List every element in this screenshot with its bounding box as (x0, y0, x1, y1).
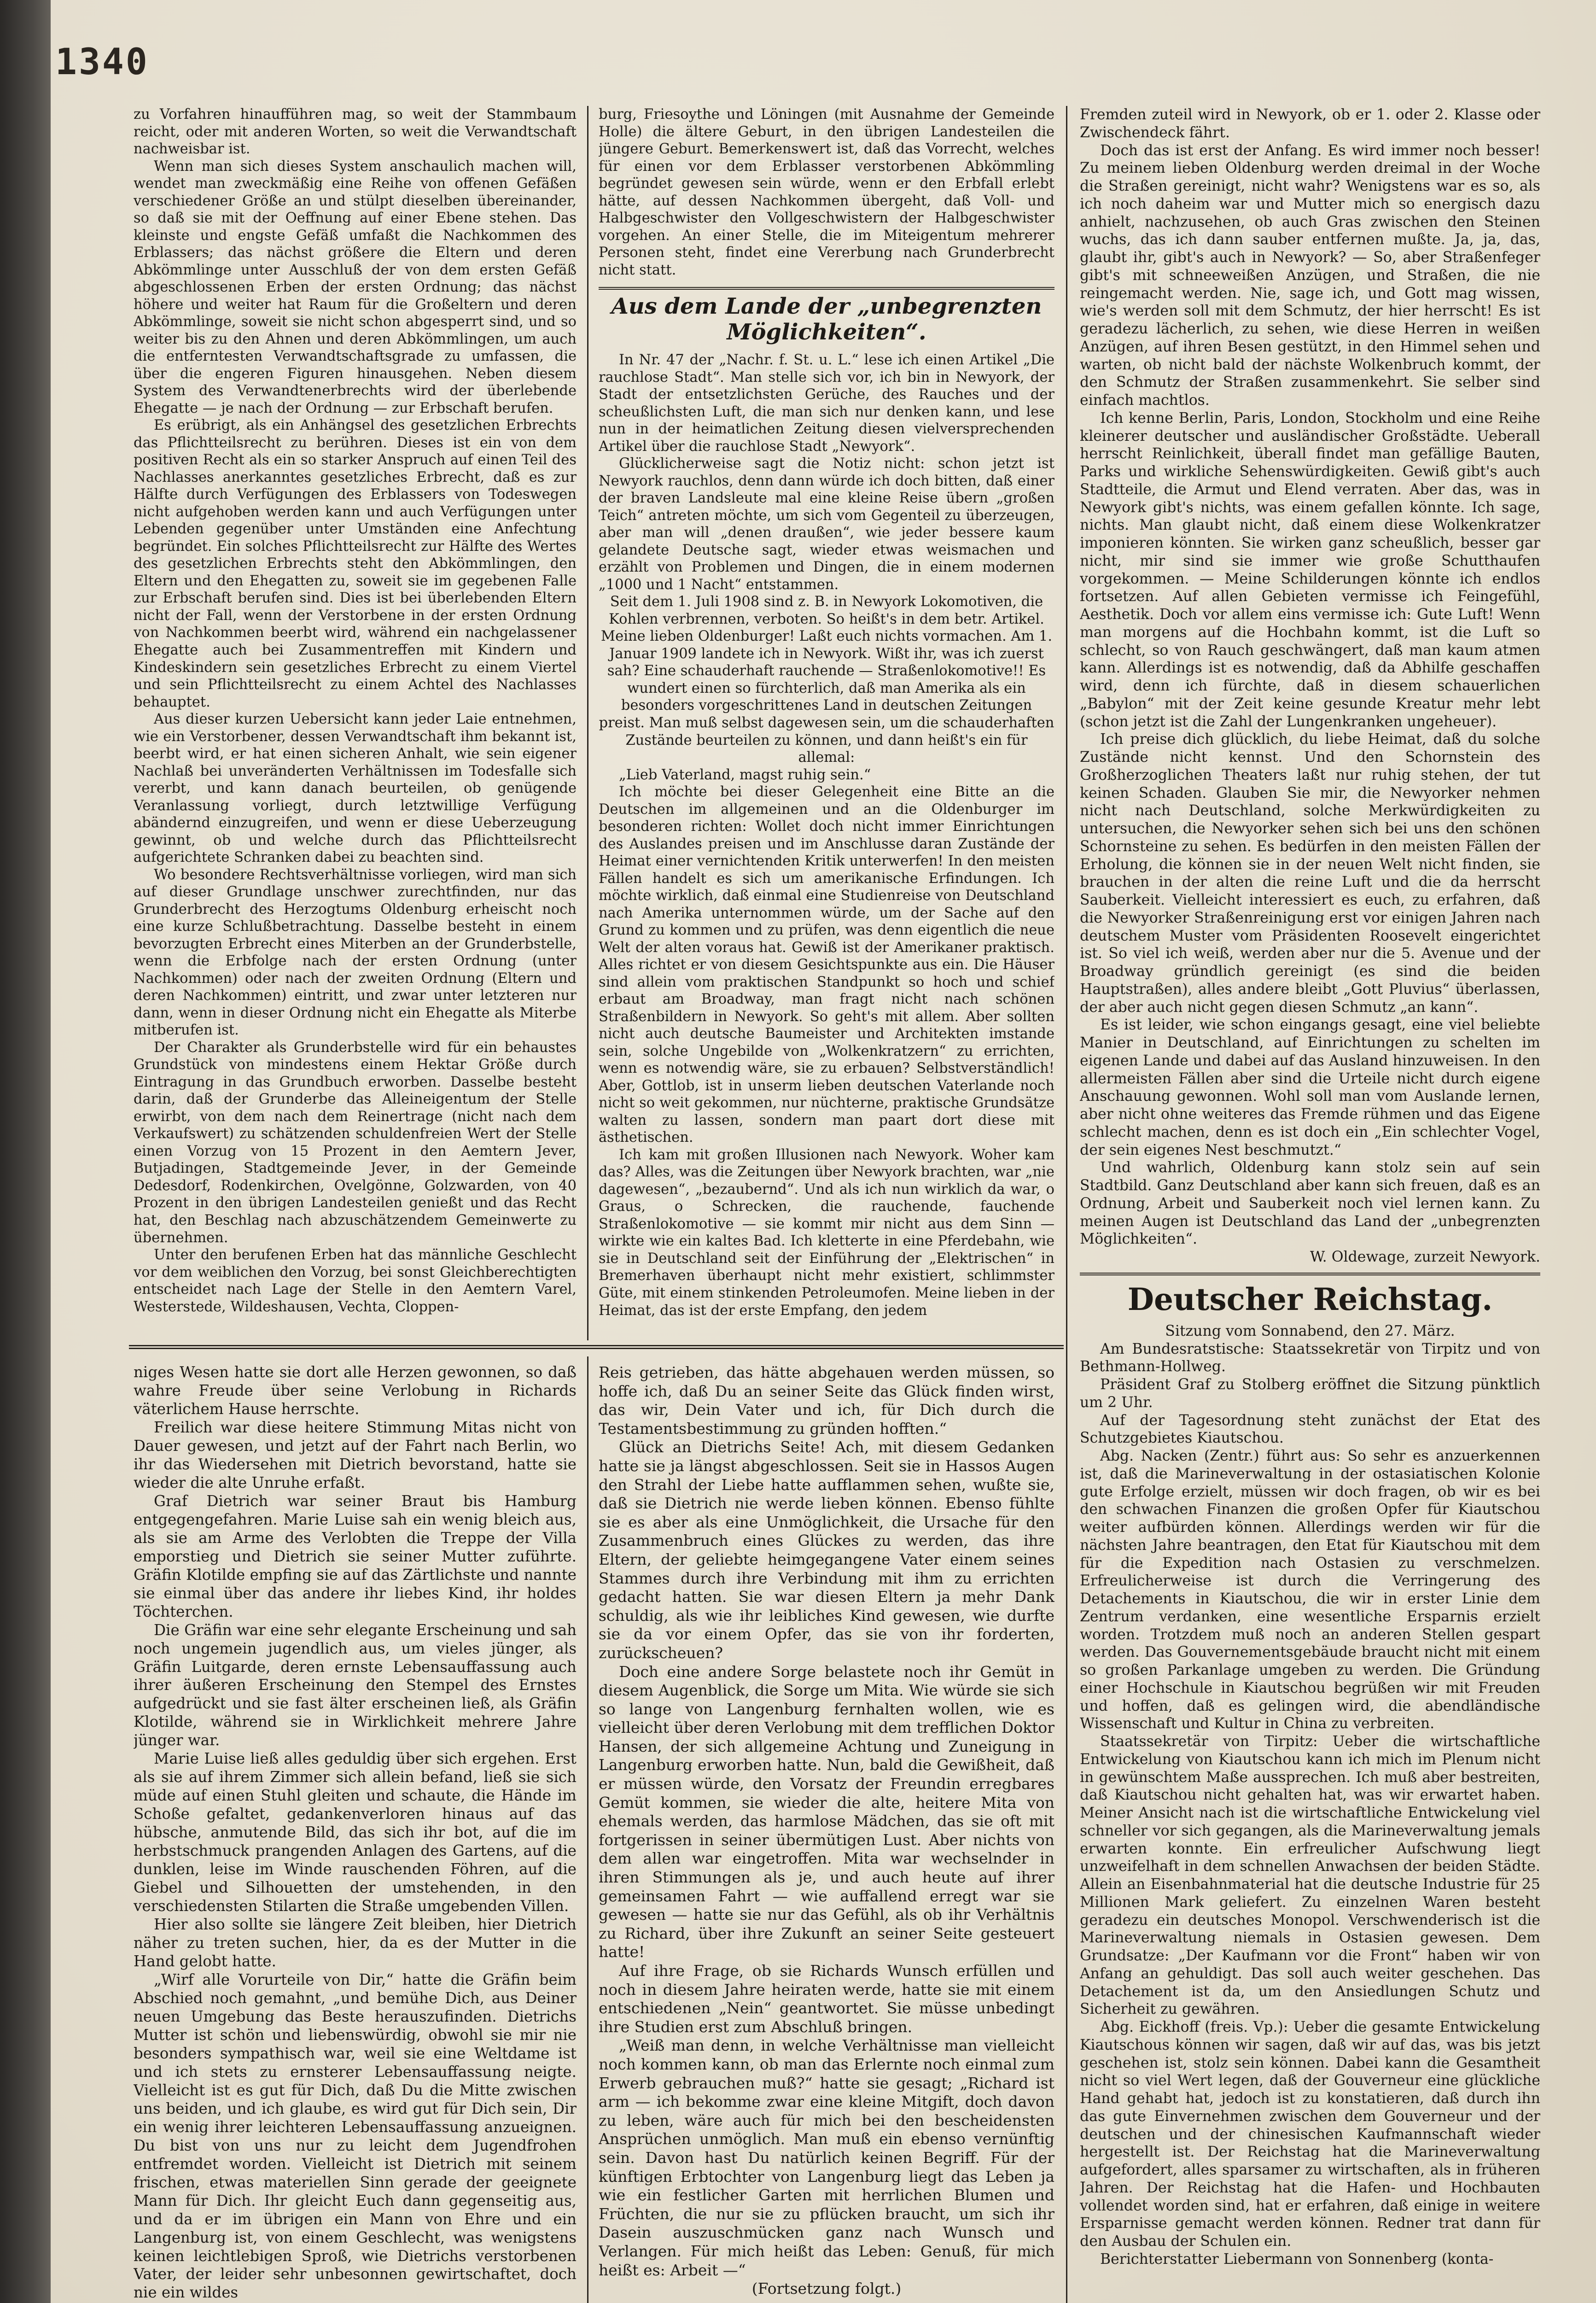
article-headline: Aus dem Lande der „unbegrenzten Möglichkeiten“. (611, 293, 1042, 345)
paragraph: Abg. Eickhoff (freis. Vp.): Ueber die gesamte Entwickelung Kiautschous können wir sagen, daß wir auf das, was bis jetzt geschehen ist, stolz sein können. Dabei kann die Gesamtheit nicht so viel Wert legen, daß der Gouverneur eine glückliche Hand gehabt hat, jedoch ist zu konstatieren, daß durch ihn das gute Einvernehmen zwischen dem Gouverneur und der deutschen und der chinesischen Kaufmannschaft wieder hergestellt ist. Der Reichstag hat die Marineverwaltung aufgefordert, alles sparsamer zu wirtschaften, als in früheren Jahren. Der Reichstag hat die Hafen- und Hochbauten vollendet worden sind, hat er erfahren, daß einige in weitere Ersparnisse gemacht werden können. Redner trat dann für den Ausbau der Schulen ein. (1080, 2019, 1540, 2250)
column-rule (587, 106, 588, 1340)
scan-border (0, 0, 55, 2303)
paragraph: burg, Friesoythe und Löningen (mit Ausnahme der Gemeinde Holle) die ältere Geburt, in den übrigen Landesteilen die jüngere Geburt. Bemerkenswert ist, daß das Vorrecht, welches für einen vor dem Erblasser verstorbenen Abkömmling begründet gewesen sein würde, wenn er den Erbfall erlebt hätte, auf dessen Nachkommen übergeht, daß Voll- und Halbgeschwister den Vollgeschwistern der Halbgeschwister vorgehen. An einer Stelle, die im Miteigentum mehrerer Personen steht, findet eine Vererbung nach Grunderbrecht nicht statt. (599, 106, 1054, 278)
paragraph: Am Bundesratstische: Staatssekretär von Tirpitz und von Bethmann-Hollweg. (1080, 1340, 1540, 1375)
paragraph: Doch eine andere Sorge belastete noch ihr Gemüt in diesem Augenblick, die Sorge um Mita. Wie würde sie sich so lange von Langenburg fernhalten wollen, wie es vielleicht über deren Verlobung mit dem trefflichen Doktor Hansen, der sich allgemeine Achtung und Zuneigung in Langenburg erworben hatte. Nun, bald die Gewißheit, daß er müssen würde, den Vorsatz der Freundin erregbares Gemüt kommen, sie wieder die alte, heitere Mita von ehemals werden, das harmlose Mädchen, das sie oft mit fortgerissen in seiner übermütigen Lust. Aber nichts von dem allen war eingetroffen. Mita war wechselnder in ihren Stimmungen als je, und auch heute auf ihrer gemeinsamen Fahrt — wie auffallend erregt war sie gewesen — hatte sie nur das Gefühl, als ob ihr Verhältnis zu Richard, über ihre Zukunft an seiner Seite gesteuert hatte! (599, 1662, 1054, 1961)
column-unlimited-possibilities (599, 106, 1054, 1350)
column-inheritance-law (134, 106, 577, 1331)
session-date: Sitzung vom Sonnabend, den 27. März. (1165, 1322, 1455, 1339)
paragraph: Die Gräfin war eine sehr elegante Erscheinung und sah noch ungemein jugendlich aus, um vieles jünger, als Gräfin Luitgarde, deren ernste Lebensauffassung auch ihrer äußeren Erscheinung den Stempel des Ernstes aufgedrückt und sie fast älter erscheinen ließ, als Gräfin Klotilde, während sie in Wirklichkeit mehrere Jahre jünger war. (134, 1621, 577, 1749)
paragraph: Ich kam mit großen Illusionen nach Newyork. Woher kam das? Alles, was die Zeitungen über Newyork brachten, war „nie dagewesen“, „bezaubernd“. Und als ich nun wirklich da war, o Graus, o Schrecken, die rauchende, fauchende Straßenlokomotive — sie kommt mir nicht aus dem Sinn — wirkte wie ein kaltes Bad. Ich kletterte in eine Pferdebahn, wie sie in Deutschland seit der Einführung der „Elektrischen“ in Bremerhaven überhaupt nicht mehr existiert, schlimmster Güte, mit einem stinkenden Petroleumofen. Meine lieben in der Heimat, das ist der erste Empfang, den jedem (599, 1146, 1054, 1319)
paragraph: Berichterstatter Liebermann von Sonnenberg (konta- (1100, 2250, 1494, 2268)
column-rule (587, 1356, 588, 2303)
paragraph: Es ist leider, wie schon eingangs gesagt, eine viel beliebte Manier in Deutschland, auf Einrichtungen zu schelten im eigenen Lande und dabei auf das Ausland hinzuweisen. In den allermeisten Fällen aber sind die Urteile nicht durch eigene Anschauung gewonnen. Wohl soll man vom Auslande lernen, aber nicht ohne weiteres das Fremde rühmen und das Eigene schlecht machen, denn es ist doch ein „Ein schlechter Vogel, der sein eigenes Nest beschmutzt.“ (1080, 1017, 1540, 1158)
paragraph: Ich kenne Berlin, Paris, London, Stockholm und eine Reihe kleinerer deutscher und ausländischer Großstädte. Ueberall herrscht Reinlichkeit, überall findet man gefällige Bauten, Parks und wirkliche Sehenswürdigkeiten. Gewiß gibt's auch Stadtteile, die Armut und Elend verraten. Aber das, was in Newyork gibt's nichts, was einem gefallen könnte. Ich sage, nichts. Man glaubt nicht, daß einem diese Wolkenkratzer imponieren könnten. Sie wirken ganz scheußlich, besser gar nicht, mir sind sie immer wie große Schutthaufen vorgekommen. — Meine Schilderungen könnte ich endlos fortsetzen. Auf allen Gebieten vermisse ich Feingefühl, Aesthetik. Doch vor allem eins vermisse ich: Gute Luft! Wenn man morgens auf die Hochbahn kommt, ist die Luft so schlecht, so von Rauch geschwängert, daß man kaum atmen kann. Allerdings ist es notwendig, daß da Abhilfe geschaffen wird, denn ich fürchte, daß in diesem schauerlichen „Babylon“ mit der Zeit keine gesunde Kreatur mehr lebt (schon jetzt ist die Zahl der Lungenkranken ungeheuer). (1080, 409, 1540, 730)
article-signature: W. Oldewage, zurzeit Newyork. (1310, 1249, 1540, 1265)
paragraph: In Nr. 47 der „Nachr. f. St. u. L.“ lese ich einen Artikel „Die rauchlose Stadt“. Man stelle sich vor, ich bin in Newyork, der Stadt der entsetzlichsten Gerüche, des Rauches und der scheußlichsten Luft, die man sich nur denken kann, und lese nun in der heimatlichen Zeitung diesen vielversprechenden Artikel über die rauchlose Stadt „Newyork“. (599, 352, 1054, 455)
paragraph: Glücklicherweise sagt die Notiz nicht: schon jetzt ist Newyork rauchlos, denn dann würde ich doch bitten, daß einer der braven Landsleute mal eine kleine Reise übern „großen Teich“ antreten möchte, um sich vom Gegenteil zu überzeugen, aber man will „denen draußen“, wie jeder bessere kaum gelandete Deutsche sagt, wieder etwas weismachen und erzählt von Problemen und Dingen, die in einem modernen „1000 und 1 Nacht“ entstammen. (599, 456, 1054, 593)
paragraph: Wenn man sich dieses System anschaulich machen will, wendet man zweckmäßig eine Reihe von offenen Gefäßen verschiedener Größe an und stülpt dieselben übereinander, so daß sie mit der Oeffnung auf einer Ebene stehen. Das kleinste und engste Gefäß umfaßt die Nachkommen des Erblassers; das nächst größere die Eltern und deren Abkömmlinge unter Ausschluß der von dem ersten Gefäß abgeschlossenen Erben der ersten Ordnung; das nächst höhere und weiter hat Raum für die Großeltern und deren Abkömmlinge, soweit sie nicht schon abgesperrt sind, und so weiter bis zu den Ahnen und deren Abkömmlingen, um auch die entferntesten Verwandtschaftsgrade zu umfassen, die über die engeren Figuren hinausgehen. Neben diesem System des Verwandtenerbrechts wird der überlebende Ehegatte — je nach der Ordnung — zur Erbschaft berufen. (134, 158, 577, 416)
column-rule (1066, 106, 1067, 2303)
paragraph: „Weiß man denn, in welche Verhältnisse man vielleicht noch kommen kann, ob man das Erlernte noch einmal zum Erwerb gebrauchen muß?“ hatte sie gesagt; „Richard ist arm — ich bekomme zwar eine kleine Mitgift, doch davon zu leben, wäre auch für mich bei den bescheidensten Ansprüchen unmöglich. Man muß ein ebenso vernünftig sein. Davon hast Du natürlich keinen Begriff. Für der künftigen Erbtochter von Langenburg liegt das Leben ja wie ein festlicher Garten mit herrlichen Blumen und Früchten, die nur sie zu pflücken braucht, um sich ihr Dasein auszuschmücken ganz nach Wunsch und Verlangen. Für mich heißt das Leben: Genuß, für mich heißt es: Arbeit —“ (599, 2036, 1054, 2279)
paragraph: Doch das ist erst der Anfang. Es wird immer noch besser! Zu meinem lieben Oldenburg werden dreimal in der Woche die Straßen gereinigt, nicht wahr? Wenigstens war es so, als ich noch daheim war und Mutter mich so energisch dazu anhielt, nachzusehen, ob auch Gras zwischen den Steinen wuchs, das ich dann sauber entfernen mußte. Ja, ja, das, glaubt ihr, gibt's auch in Newyork? — So, aber Straßenfeger gibt's mit schneeweißen Anzügen, und Straßen, die nie reingemacht werden. Nie, sage ich, und Gott mag wissen, wie's werden soll mit dem Schmutz, der hier herrscht! Es ist geradezu lächerlich, zu sehen, wie diese Herren in weißen Anzügen, auf ihren Besen gestützt, in den Himmel sehen und warten, ob nicht bald der nächste Wolkenbruch kommt, der den Schmutz der Straßen zusammenkehrt. Sie selber sind einfach machtlos. (1080, 142, 1540, 409)
section-rule (129, 1345, 1064, 1349)
paragraph: Wo besondere Rechtsverhältnisse vorliegen, wird man sich auf dieser Grundlage unschwer zurechtfinden, nur das Grunderbrecht des Herzogtums Oldenburg erheischt noch eine kurze Schlußbetrachtung. Dasselbe besteht in einem bevorzugten Erbrecht eines Miterben an der Grunderbstelle, wenn die Erbfolge nach der ersten Ordnung (unter Nachkommen) oder nach der zweiten Ordnung (Eltern und deren Nachkommen) eintritt, und zwar unter letzteren nur dann, wenn in dieser Ordnung nicht ein Ehegatte als Miterbe mitberufen ist. (134, 866, 577, 1039)
paragraph: Ich möchte bei dieser Gelegenheit eine Bitte an die Deutschen im allgemeinen und an die Oldenburger im besonderen richten: Wollet doch nicht immer Einrichtungen des Auslandes preisen und im Anschlusse daran Zustände der Heimat einer vernichtenden Kritik unterwerfen! In den meisten Fällen handelt es sich um amerikanische Erfindungen. Ich möchte wirklich, daß einmal eine Studienreise von Deutschland nach Amerika unternommen würde, um der Sache auf den Grund zu kommen und zu prüfen, was denn eigentlich die neue Welt der alten voraus hat. Gewiß ist der Amerikaner praktisch. Alles richtet er von diesem Gesichtspunkte aus ein. Die Häuser sind allein vom praktischen Standpunkt so hoch und schief erbaut am Broadway, man fragt nicht nach schönen Straßenbildern in Newyork. So geht's mit allem. Aber sollten nicht auch deutsche Baumeister und Architekten imstande sein, solche Ungebilde von „Wolkenkratzern“ zu errichten, wenn es notwendig wäre, sie zu erbauen? Selbstverständlich! Aber, Gottlob, ist in unserm lieben deutschen Vaterlande noch nicht so weit gekommen, nur nüchterne, praktische Grundsätze walten zu lassen, sondern man paart dort diese mit ästhetischen. (599, 784, 1054, 1146)
continued-note: (Fortsetzung folgt.) (751, 2280, 902, 2298)
paragraph: Der Charakter als Grunderbstelle wird für ein behaustes Grundstück von mindestens einem Hektar Größe durch Eintragung in das Grundbuch erworben. Dasselbe besteht darin, daß der Grunderbe das Alleineigentum der Stelle erwirbt, von dem nach dem Reinertrage (nicht nach dem Verkaufswert) zu schätzenden schuldenfreien Wert der Stelle einen Vorzug von 15 Prozent in den Aemtern Jever, Butjadingen, Stadtgemeinde Jever, in der Gemeinde Dedesdorf, Rodenkirchen, Ovelgönne, Golzwarden, von 40 Prozent in den übrigen Landesteilen genießt und das Recht hat, den Beschlag nach abzuschätzendem Gemeinwerte zu übernehmen. (134, 1039, 577, 1246)
column-reichstag (1080, 106, 1540, 2303)
paragraph: „Wirf alle Vorurteile von Dir,“ hatte die Gräfin beim Abschied noch gemahnt, „und bemühe Dich, aus Deiner neuen Umgebung das Beste herauszufinden. Dietrichs Mutter ist schön und liebenswürdig, obwohl sie mir nie besonders sympathisch war, weil sie eine Weltdame ist und ich stets zu ernsterer Lebensauffassung neigte. Vielleicht ist es gut für Dich, daß Du die Mitte zwischen uns beiden, und ich glaube, es wird gut für Dich sein, Dir ein wenig ihrer leichteren Lebensauffassung anzueignen. Du bist von uns nur zu leicht dem Jugendfrohen entfremdet worden. Vielleicht ist Dietrich mit seinem frischen, etwas materiellen Sinn gerade der geeignete Mann für Dich. Ihr gleicht Euch dann gegenseitig aus, und da er im übrigen ein Mann von Ehre und ein Langenburg ist, von einem Geschlecht, was wenigstens keinen leichtlebigen Sproß, wie Dietrichs verstorbenen Vater, der leider sehr unbesonnen gewirtschaftet, doch nie ein wildes (134, 1970, 577, 2302)
paragraph: Graf Dietrich war seiner Braut bis Hamburg entgegengefahren. Marie Luise sah ein wenig bleich aus, als sie am Arme des Verlobten die Treppe der Villa emporstieg und Dietrich sie seiner Mutter zuführte. Gräfin Klotilde empfing sie auf das Zärtlichste und nannte sie einmal über das andere ihr liebes Kind, ihr holdes Töchterchen. (134, 1492, 577, 1620)
paragraph: niges Wesen hatte sie dort alle Herzen gewonnen, so daß wahre Freude über seine Verlobung in Richards väterlichem Hause herrschte. (134, 1363, 577, 1418)
paragraph: Marie Luise ließ alles geduldig über sich ergehen. Erst als sie auf ihrem Zimmer sich allein befand, ließ sie sich müde auf einen Stuhl gleiten und schaute, die Hände im Schoße gefaltet, gedankenverloren hinaus auf das hübsche, anmutende Bild, das sich ihr bot, auf die im herbstschmuck prangenden Anlagen des Gartens, auf die dunklen, leise im Winde rauschenden Föhren, auf die Giebel und Silhouetten der umstehenden, in den verschiedensten Stilarten die Straße umgebenden Villen. (134, 1750, 577, 1915)
paragraph: Und wahrlich, Oldenburg kann stolz sein auf sein Stadtbild. Ganz Deutschland aber kann sich freuen, daß es an Ordnung, Arbeit und Sauberkeit noch viel lernen kann. Zu meinen Augen ist Deutschland das Land der „unbegrenzten Möglichkeiten“. (1080, 1159, 1540, 1248)
paragraph: „Lieb Vaterland, magst ruhig sein.“ (619, 766, 871, 783)
reichstag-headline: Deutscher Reichstag. (1127, 1281, 1493, 1317)
paragraph: Freilich war diese heitere Stimmung Mitas nicht von Dauer gewesen, und jetzt auf der Fahrt nach Berlin, wo ihr das Wiedersehen mit Dietrich bevorstand, hatte sie wieder die alte Unruhe erfaßt. (134, 1418, 577, 1491)
article-rule (599, 287, 1054, 290)
serial-story-left (134, 1363, 577, 2303)
paragraph: Es erübrigt, als ein Anhängsel des gesetzlichen Erbrechts das Pflichtteilsrecht zu berühren. Dieses ist ein von dem positiven Recht als ein so starker Anspruch auf einen Teil des Nachlasses anerkanntes gesetzliches Erbrecht, daß es zur Hälfte durch Verfügungen des Erblassers von Todeswegen nicht aufgehoben werden kann und auch Verfügungen unter Lebenden gegenüber unter Umständen eine Anfechtung begründet. Ein solches Pflichtteilsrecht zur Hälfte des Wertes des gesetzlichen Erbrechts steht den Abkömmlingen, den Eltern und den Ehegatten zu, soweit sie im gegebenen Falle zur Erbschaft berufen sind. Dies ist bei überlebenden Eltern nicht der Fall, wenn der Verstorbene in der ersten Ordnung von Nachkommen beerbt wird, während ein nachgelassener Ehegatte auch bei Zusammentreffen mit Kindern und Kindeskindern sein gesetzliches Erbrecht zu einem Viertel und sein Pflichtteilsrecht zu einem Achtel des Nachlasses behauptet. (134, 417, 577, 710)
page-number: 1340 (55, 41, 149, 83)
paragraph: Reis getrieben, das hätte abgehauen werden müssen, so hoffe ich, daß Du an seiner Seite das Glück finden wirst, das wir, Dein Vater und ich, für Dich durch die Testamentsbestimmung zu gründen hofften.“ (599, 1363, 1054, 1438)
article-rule (1080, 1273, 1540, 1275)
paragraph: Auf ihre Frage, ob sie Richards Wunsch erfüllen und noch in diesem Jahre heiraten werde, hatte sie mit einem entschiedenen „Nein“ geantwortet. Sie müsse unbedingt ihre Studien erst zum Abschluß bringen. (599, 1962, 1054, 2036)
paragraph: Auf der Tagesordnung steht zunächst der Etat des Schutzgebietes Kiautschou. (1080, 1412, 1540, 1447)
paragraph: Präsident Graf zu Stolberg eröffnet die Sitzung pünktlich um 2 Uhr. (1080, 1376, 1540, 1411)
paragraph: Abg. Nacken (Zentr.) führt aus: So sehr es anzuerkennen ist, daß die Marineverwaltung in der ostasiatischen Kolonie gute Erfolge erzielt, müssen wir doch fragen, ob wir es bei den schwachen Finanzen die großen Opfer für Kiautschou weiter aufbürden können. Allerdings werden wir für die nächsten Jahre beantragen, den Etat für Kiautschou mit dem für die Expedition nach Ostasien zu verschmelzen. Erfreulicherweise ist durch die Verringerung des Detachements in Kiautschou, die wir in erster Linie dem Zentrum verdanken, eine wesentliche Ersparnis erzielt worden. Trotzdem muß noch an anderen Stellen gespart werden. Das Gouvernementsgebäude braucht nicht mit einem so großen Parkanlage umgeben zu werden. Die Gründung einer Hochschule in Kiautschou begrüßen wir mit Freuden und hoffen, daß es gelingen wird, die abendländische Wissenschaft und Kultur in China zu verbreiten. (1080, 1448, 1540, 1732)
paragraph: Hier also sollte sie längere Zeit bleiben, hier Dietrich näher zu treten suchen, hier, da es der Mutter in die Hand gelobt hatte. (134, 1916, 577, 1970)
paragraph: zu Vorfahren hinaufführen mag, so weit der Stammbaum reicht, oder mit anderen Worten, so weit die Verwandtschaft nachweisbar ist. (134, 106, 577, 158)
paragraph: Glück an Dietrichs Seite! Ach, mit diesem Gedanken hatte sie ja längst abgeschlossen. Seit sie in Hassos Augen den Strahl der Liebe hatte aufflammen sehen, wußte sie, daß sie Dietrich nie werde lieben können. Ebenso fühlte sie es aber als eine Unmöglichkeit, die Ursache für den Zusammenbruch eines Glückes zu werden, das ihre Eltern, der geliebte heimgegangene Vater einem seines Stammes durch ihre Verbindung mit ihm zu errichten gedacht hatten. Sie war diesen Eltern ja mehr Dank schuldig, als wie ihr leibliches Kind gewesen, wie durfte sie da vor einem Opfer, das sie von ihr forderten, zurückscheuen? (599, 1438, 1054, 1662)
paragraph: Aus dieser kurzen Uebersicht kann jeder Laie entnehmen, wie ein Verstorbener, dessen Verwandtschaft ihm bekannt ist, beerbt wird, er hat einen sicheren Anhalt, wie sein eigener Nachlaß bei unveränderten Verhältnissen im Todesfalle sich vererbt, und kann danach beurteilen, ob genügende Veranlassung vorliegt, durch letztwillige Verfügung abändernd einzugreifen, und wenn er diese Ueberzeugung gewinnt, ob und welche durch das Pflichtteilsrecht aufgerichtete Schranken dabei zu beachten sind. (134, 711, 577, 866)
serial-story-right (599, 1363, 1054, 2303)
paragraph: Seit dem 1. Juli 1908 sind z. B. in Newyork Lokomotiven, die Kohlen verbrennen, verboten. So heißt's in dem betr. Artikel. Meine lieben Oldenburger! Laßt euch nichts vormachen. Am 1. Januar 1909 landete ich in Newyork. Wißt ihr, was ich zuerst sah? Eine schauderhaft rauchende — Straßenlokomotive!! Es wundert einen so fürchterlich, daß man Amerika als ein besonders vorgeschrittenes Land in deutschen Zeitungen preist. Man muß selbst dagewesen sein, um die schauderhaften Zustände beurteilen zu können, und dann heißt's ein für allemal: (599, 594, 1054, 766)
paragraph: Fremden zuteil wird in Newyork, ob er 1. oder 2. Klasse oder Zwischendeck fährt. (1080, 106, 1540, 141)
paragraph: Staatssekretär von Tirpitz: Ueber die wirtschaftliche Entwickelung von Kiautschou kann ich mich im Plenum nicht in gewünschtem Maße aussprechen. Ich muß aber bestreiten, daß Kiautschou nicht gehalten hat, was wir erwartet haben. Meiner Ansicht nach ist die wirtschaftliche Entwickelung viel schneller vor sich gegangen, als die Marineverwaltung jemals erwarten konnte. Ein erfreulicher Aufschwung liegt unzweifelhaft in dem schnellen Anwachsen der beiden Städte. Allein an Eisenbahnmaterial hat die deutsche Industrie für 25 Millionen Mark geliefert. Zu einzelnen Waren besteht geradezu ein deutsches Monopol. Verschwenderisch ist die Marineverwaltung niemals in Ostasien gewesen. Dem Grundsatze: „Der Kaufmann vor die Front“ haben wir von Anfang an gehuldigt. Das soll auch weiter geschehen. Das Detachement ist da, um den Ansiedlungen Schutz und Sicherheit zu gewähren. (1080, 1733, 1540, 2018)
paragraph: Unter den berufenen Erben hat das männliche Geschlecht vor dem weiblichen den Vorzug, bei sonst Gleichberechtigten entscheidet nach Lage der Stelle in den Aemtern Varel, Westerstede, Wildeshausen, Vechta, Cloppen- (134, 1247, 577, 1315)
paragraph: Ich preise dich glücklich, du liebe Heimat, daß du solche Zustände nicht kennst. Und den Schornstein des Großherzoglichen Theaters laßt nur ruhig stehen, der tut keinen Schaden. Glauben Sie mir, die Newyorker nehmen nicht nach Deutschland, solche Merkwürdigkeiten zu untersuchen, die Newyorker sehen sich bei uns den schönen Schornsteine zu sehen. Es bedürfen in den meisten Fällen der Erholung, die können sie in der neuen Welt nicht finden, sie brauchen in der alten die reine Luft und die da herrscht Sauberkeit. Vielleicht interessiert es euch, zu erfahren, daß die Newyorker Straßenreinigung erst vor einigen Jahren nach deutschem Muster vom Präsidenten Roosevelt eingerichtet ist. So viel ich weiß, werden aber nur die 5. Avenue und der Broadway gründlich gereinigt (es sind die beiden Hauptstraßen), alles andere bleibt „Gott Pluvius“ überlassen, der aber auch nicht gegen diesen Schmutz „an kann“. (1080, 731, 1540, 1016)
